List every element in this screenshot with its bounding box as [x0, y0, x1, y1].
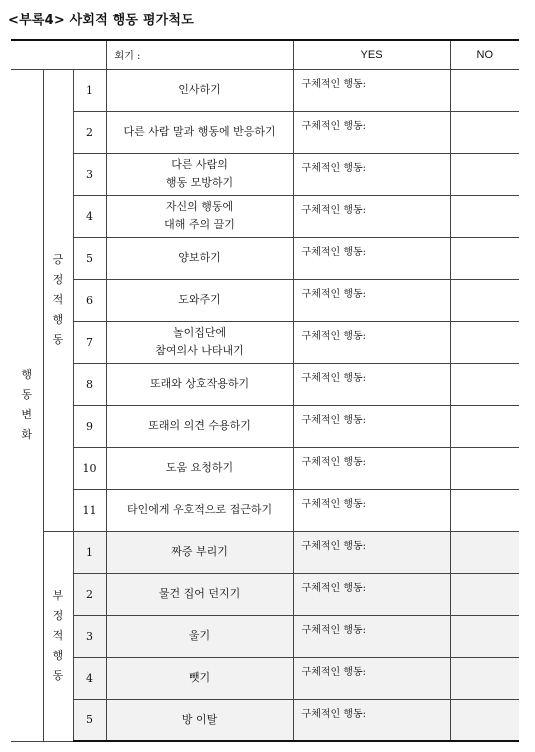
category-label-char: 행	[21, 368, 33, 381]
behavior-label-line: 방 이탈	[181, 712, 218, 726]
group-label-char: 정	[52, 273, 64, 286]
positive-behavior-row	[11, 195, 519, 237]
item-number: 7	[73, 321, 106, 363]
item-number: 5	[73, 237, 106, 279]
behavior-label-line: 양보하기	[178, 251, 221, 264]
yes-detail-cell[interactable]: 구체적인 행동:	[293, 615, 450, 657]
behavior-label	[106, 615, 293, 657]
yes-detail-cell[interactable]: 구체적인 행동:	[293, 237, 450, 279]
yes-detail-cell[interactable]: 구체적인 행동:	[293, 699, 450, 741]
behavior-label-line: 또래의 의견 수용하기	[148, 419, 251, 432]
behavior-label-line: 울기	[188, 629, 211, 642]
positive-behavior-row	[11, 363, 519, 405]
behavior-label	[106, 447, 293, 489]
no-cell[interactable]	[450, 405, 519, 447]
behavior-label	[106, 237, 293, 279]
group-label-char: 행	[52, 649, 64, 662]
positive-behavior-row	[11, 153, 519, 195]
group-label-char: 적	[52, 293, 64, 306]
yes-detail-cell[interactable]: 구체적인 행동:	[293, 363, 450, 405]
group-label-char: 적	[52, 629, 64, 642]
behavior-label-line: 참여의사 나타내기	[155, 344, 244, 357]
item-number: 4	[73, 657, 106, 699]
behavior-label-line: 대해 주의 끌기	[164, 218, 235, 231]
no-cell[interactable]	[450, 531, 519, 573]
item-number: 6	[73, 279, 106, 321]
behavior-label	[106, 657, 293, 699]
yes-detail-cell[interactable]: 구체적인 행동:	[293, 195, 450, 237]
yes-detail-cell[interactable]: 구체적인 행동:	[293, 153, 450, 195]
yes-detail-cell[interactable]: 구체적인 행동:	[293, 405, 450, 447]
item-number: 2	[73, 111, 106, 153]
behavior-label	[106, 111, 293, 153]
no-cell[interactable]	[450, 699, 519, 741]
group-label-char: 정	[52, 609, 64, 622]
category-label-char: 화	[21, 428, 33, 441]
no-cell[interactable]	[450, 321, 519, 363]
no-column-header: NO	[450, 40, 519, 69]
behavior-label	[106, 531, 293, 573]
behavior-label	[106, 153, 293, 195]
yes-detail-cell[interactable]: 구체적인 행동:	[293, 447, 450, 489]
behavior-label	[106, 573, 293, 615]
behavior-label-line: 인사하기	[178, 83, 221, 96]
no-cell[interactable]	[450, 237, 519, 279]
yes-column-header: YES	[293, 40, 450, 69]
group-label-char: 동	[52, 333, 64, 346]
no-cell[interactable]	[450, 153, 519, 195]
session-label: 회기 :	[106, 40, 293, 69]
no-cell[interactable]	[450, 615, 519, 657]
behavior-label-line: 물건 집어 던지기	[158, 587, 241, 600]
behavior-label	[106, 69, 293, 111]
item-number: 3	[73, 153, 106, 195]
behavior-label-line: 도움 요청하기	[165, 461, 234, 474]
behavior-label-line: 자신의 행동에	[165, 200, 234, 213]
positive-behavior-row	[11, 321, 519, 363]
group-label-positive	[43, 69, 73, 531]
behavior-label-line: 행동 모방하기	[165, 176, 234, 189]
header-row	[11, 40, 519, 69]
header-blank-cell	[11, 40, 106, 69]
item-number: 4	[73, 195, 106, 237]
yes-detail-cell[interactable]: 구체적인 행동:	[293, 657, 450, 699]
yes-detail-cell[interactable]: 구체적인 행동:	[293, 573, 450, 615]
positive-behavior-row	[11, 69, 519, 111]
item-number: 10	[73, 447, 106, 489]
no-cell[interactable]	[450, 279, 519, 321]
positive-behavior-row	[11, 489, 519, 531]
behavior-label-line: 다른 사람 말과 행동에 반응하기	[123, 125, 276, 138]
item-number: 2	[73, 573, 106, 615]
positive-behavior-row	[11, 237, 519, 279]
positive-behavior-row	[11, 447, 519, 489]
item-number: 1	[73, 69, 106, 111]
group-label-negative	[43, 531, 73, 741]
yes-detail-cell[interactable]: 구체적인 행동:	[293, 321, 450, 363]
no-cell[interactable]	[450, 573, 519, 615]
behavior-label	[106, 405, 293, 447]
positive-behavior-row	[11, 111, 519, 153]
category-label-char: 동	[21, 388, 33, 401]
category-label-behavior-change	[11, 69, 43, 741]
behavior-label	[106, 195, 293, 237]
no-cell[interactable]	[450, 657, 519, 699]
item-number: 9	[73, 405, 106, 447]
item-number: 8	[73, 363, 106, 405]
no-cell[interactable]	[450, 195, 519, 237]
negative-behavior-row	[11, 573, 519, 615]
group-label-char: 부	[52, 589, 64, 602]
group-label-char: 동	[52, 669, 64, 682]
negative-behavior-row	[11, 699, 519, 741]
yes-detail-cell[interactable]: 구체적인 행동:	[293, 69, 450, 111]
no-cell[interactable]	[450, 489, 519, 531]
behavior-label-line: 타인에게 우호적으로 접근하기	[126, 503, 273, 516]
no-cell[interactable]	[450, 363, 519, 405]
item-number: 5	[73, 699, 106, 741]
category-label-char: 변	[21, 408, 33, 421]
behavior-label-line: 놀이집단에	[172, 326, 227, 339]
yes-detail-cell[interactable]: 구체적인 행동:	[293, 489, 450, 531]
document-title: <부록4> 사회적 행동 평가척도	[8, 13, 194, 28]
yes-detail-cell[interactable]: 구체적인 행동:	[293, 531, 450, 573]
behavior-label	[106, 363, 293, 405]
yes-detail-cell[interactable]: 구체적인 행동:	[293, 111, 450, 153]
no-cell[interactable]	[450, 447, 519, 489]
negative-behavior-row	[11, 615, 519, 657]
behavior-label-line: 짜증 부리기	[171, 545, 228, 558]
no-cell[interactable]	[450, 69, 519, 111]
positive-behavior-row	[11, 279, 519, 321]
item-number: 1	[73, 531, 106, 573]
group-label-char: 행	[52, 313, 64, 326]
behavior-label	[106, 699, 293, 741]
behavior-label-line: 도와주기	[178, 293, 221, 306]
evaluation-table	[11, 39, 519, 742]
behavior-label	[106, 489, 293, 531]
group-label-char: 긍	[52, 253, 64, 266]
item-number: 3	[73, 615, 106, 657]
no-cell[interactable]	[450, 111, 519, 153]
yes-detail-cell[interactable]: 구체적인 행동:	[293, 279, 450, 321]
behavior-label-line: 다른 사람의	[171, 158, 228, 171]
behavior-label-line: 또래와 상호작용하기	[149, 377, 250, 390]
positive-behavior-row	[11, 405, 519, 447]
negative-behavior-row	[11, 531, 519, 573]
behavior-label-line: 뺏기	[188, 671, 211, 684]
item-number: 11	[73, 489, 106, 531]
behavior-label	[106, 321, 293, 363]
negative-behavior-row	[11, 657, 519, 699]
behavior-label	[106, 279, 293, 321]
